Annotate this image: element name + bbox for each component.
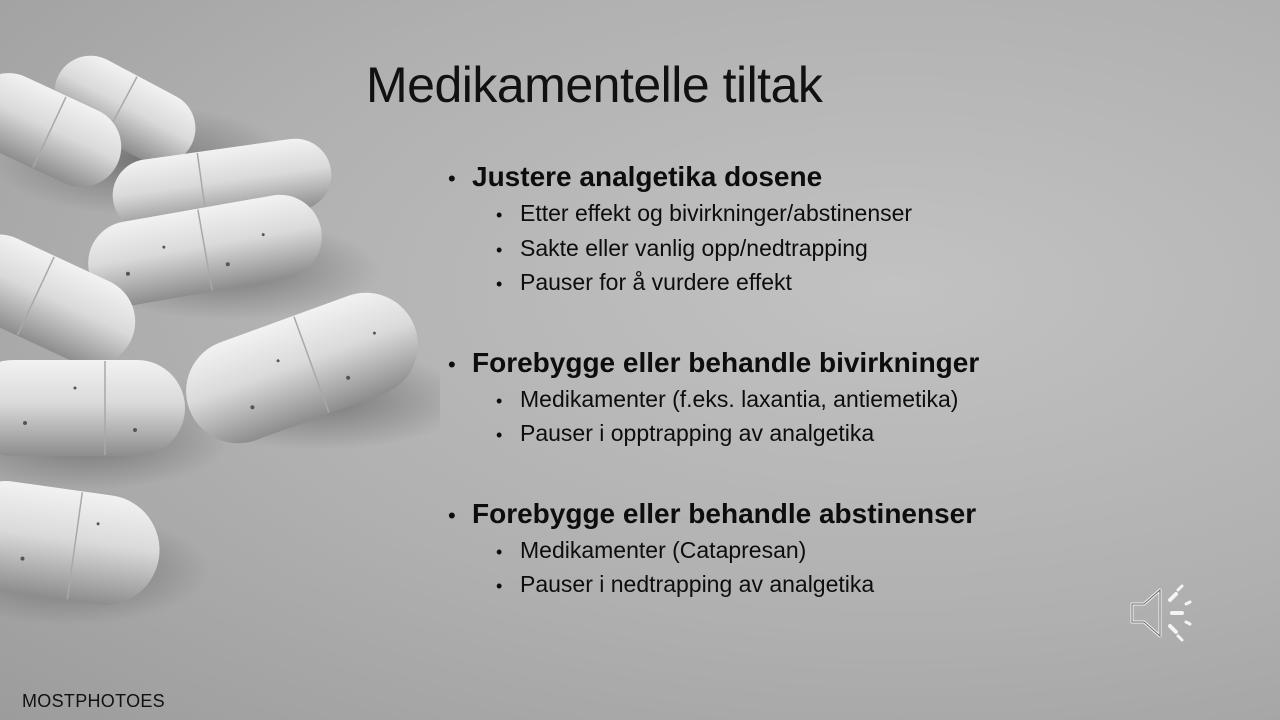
sub-bullet-text: Etter effekt og bivirkninger/abstinenser [520,200,913,226]
sub-bullet-text: Sakte eller vanlig opp/nedtrapping [520,234,868,261]
bullet-icon: • [496,205,503,225]
sub-bullet-text: Medikamenter (Catapresan) [520,536,807,563]
sub-bullet-text: Pauser for å vurdere effekt [520,269,792,295]
sub-bullet-text: Medikamenter (f.eks. laxantia, antiemetika) [520,385,959,412]
bullet-group [448,158,1248,300]
speaker-icon[interactable] [1126,582,1196,644]
bullet-icon: • [496,541,503,562]
bullet-group [448,344,1248,451]
sub-bullet [448,231,1248,266]
bullet-heading [448,344,1248,382]
bullet-icon: • [496,425,503,445]
sub-bullet [448,196,1248,231]
bullet-icon: • [448,166,456,191]
bullet-list [448,158,1248,646]
bullet-heading-text: Forebygge eller behandle abstinenser [472,497,977,529]
slide-title: Medikamentelle tiltak [366,57,823,113]
bullet-heading [448,158,1248,196]
bullet-icon: • [448,351,456,377]
sub-bullet [448,533,1248,568]
bullet-heading [448,495,1248,533]
bullet-icon: • [496,576,503,596]
bullet-icon: • [448,502,456,528]
bullet-heading-text: Justere analgetika dosene [472,161,823,192]
photo-credit: MOSTPHOTOES [22,691,165,711]
bullet-icon: • [496,390,503,411]
bullet-icon: • [496,239,503,260]
sub-bullet [448,382,1248,417]
sub-bullet [448,416,1248,451]
sub-bullet [448,265,1248,300]
bullet-icon: • [496,274,503,294]
sub-bullet-text: Pauser i opptrapping av analgetika [520,420,875,446]
bullet-heading-text: Forebygge eller behandle bivirkninger [472,346,980,378]
capsule [0,360,185,456]
sub-bullet-text: Pauser i nedtrapping av analgetika [520,571,875,597]
